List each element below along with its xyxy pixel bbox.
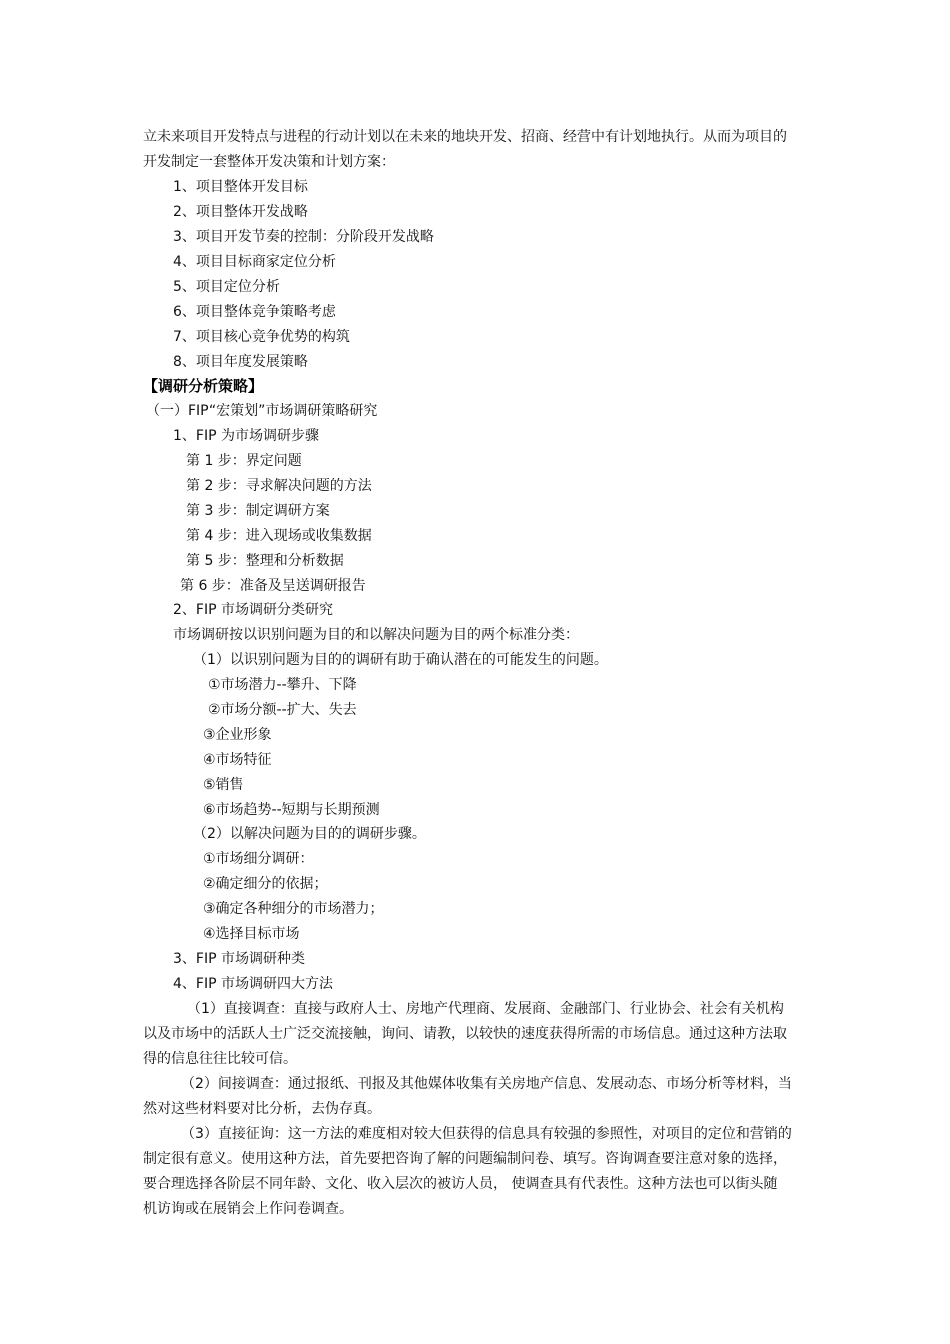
- step-item-1: 第 1 步：界定问题: [186, 453, 302, 469]
- identify-item-1: ①市场潜力--攀升、下降: [208, 677, 357, 693]
- plan-item-6: 6、项目整体竞争策略考虑: [173, 304, 336, 320]
- indirect-survey-line-1: （2）间接调查：通过报纸、刊报及其他媒体收集有关房地产信息、发展动态、市场分析等材料，当: [181, 1076, 792, 1092]
- intro-line-2: 开发制定一套整体开发决策和计划方案：: [143, 154, 395, 170]
- direct-survey-line-2: 以及市场中的活跃人士广泛交流接触，询问、请教，以较快的速度获得所需的市场信息。通过这种方法取: [143, 1026, 787, 1042]
- direct-inquiry-line-3: 要合理选择各阶层不同年龄、文化、收入层次的被访人员， 使调查具有代表性。这种方法也可以街头随: [143, 1176, 778, 1192]
- solve-title: （2）以解决问题为目的的调研步骤。: [193, 826, 426, 842]
- intro-line-1: 立未来项目开发特点与进程的行动计划以在未来的地块开发、招商、经营中有计划地执行。从而为项目的: [143, 129, 787, 145]
- plan-item-5: 5、项目定位分析: [173, 279, 280, 295]
- direct-inquiry-line-4: 机访询或在展销会上作问卷调查。: [143, 1201, 353, 1217]
- identify-item-3: ③企业形象: [203, 727, 272, 743]
- identify-item-6: ⑥市场趋势--短期与长期预测: [203, 802, 380, 818]
- classification-intro: 市场调研按以识别问题为目的和以解决问题为目的两个标准分类：: [173, 627, 579, 643]
- plan-item-7: 7、项目核心竞争优势的构筑: [173, 329, 350, 345]
- identify-item-2: ②市场分额--扩大、失去: [208, 702, 357, 718]
- section-subheading: （一）FIP“宏策划”市场调研策略研究: [146, 403, 378, 419]
- identify-title: （1）以识别问题为目的的调研有助于确认潜在的可能发生的问题。: [193, 652, 608, 668]
- plan-item-8: 8、项目年度发展策略: [173, 354, 308, 370]
- identify-item-5: ⑤销售: [203, 777, 244, 793]
- indirect-survey-line-2: 然对这些材料要对比分析，去伪存真。: [143, 1101, 381, 1117]
- direct-inquiry-line-2: 制定很有意义。使用这种方法，首先要把咨询了解的问题编制问卷、填写。咨询调查要注意对象的选择，: [143, 1151, 787, 1167]
- step-item-2: 第 2 步：寻求解决问题的方法: [186, 478, 372, 494]
- plan-item-3: 3、项目开发节奏的控制：分阶段开发战略: [173, 229, 434, 245]
- step-item-5: 第 5 步：整理和分析数据: [186, 553, 344, 569]
- methods-title: 4、FIP 市场调研四大方法: [173, 976, 333, 992]
- step-item-6: 第 6 步：准备及呈送调研报告: [180, 578, 366, 594]
- plan-item-4: 4、项目目标商家定位分析: [173, 254, 336, 270]
- plan-item-2: 2、项目整体开发战略: [173, 204, 308, 220]
- step-item-3: 第 3 步：制定调研方案: [186, 503, 330, 519]
- section-heading: 【调研分析策略】: [143, 377, 264, 395]
- classification-title: 2、FIP 市场调研分类研究: [173, 602, 333, 618]
- solve-item-1: ①市场细分调研：: [203, 851, 314, 867]
- direct-inquiry-line-1: （3）直接征询：这一方法的难度相对较大但获得的信息具有较强的参照性，对项目的定位和营销的: [181, 1126, 792, 1142]
- types-title: 3、FIP 市场调研种类: [173, 951, 305, 967]
- steps-title: 1、FIP 为市场调研步骤: [173, 428, 319, 444]
- solve-item-4: ④选择目标市场: [203, 926, 300, 942]
- direct-survey-line-3: 得的信息往往比较可信。: [143, 1051, 297, 1067]
- step-item-4: 第 4 步：进入现场或收集数据: [186, 528, 372, 544]
- solve-item-3: ③确定各种细分的市场潜力；: [203, 901, 384, 917]
- plan-item-1: 1、项目整体开发目标: [173, 179, 308, 195]
- identify-item-4: ④市场特征: [203, 752, 272, 768]
- direct-survey-line-1: （1）直接调查：直接与政府人士、房地产代理商、发展商、金融部门、行业协会、社会有关机构: [187, 1001, 784, 1017]
- solve-item-2: ②确定细分的依据；: [203, 876, 328, 892]
